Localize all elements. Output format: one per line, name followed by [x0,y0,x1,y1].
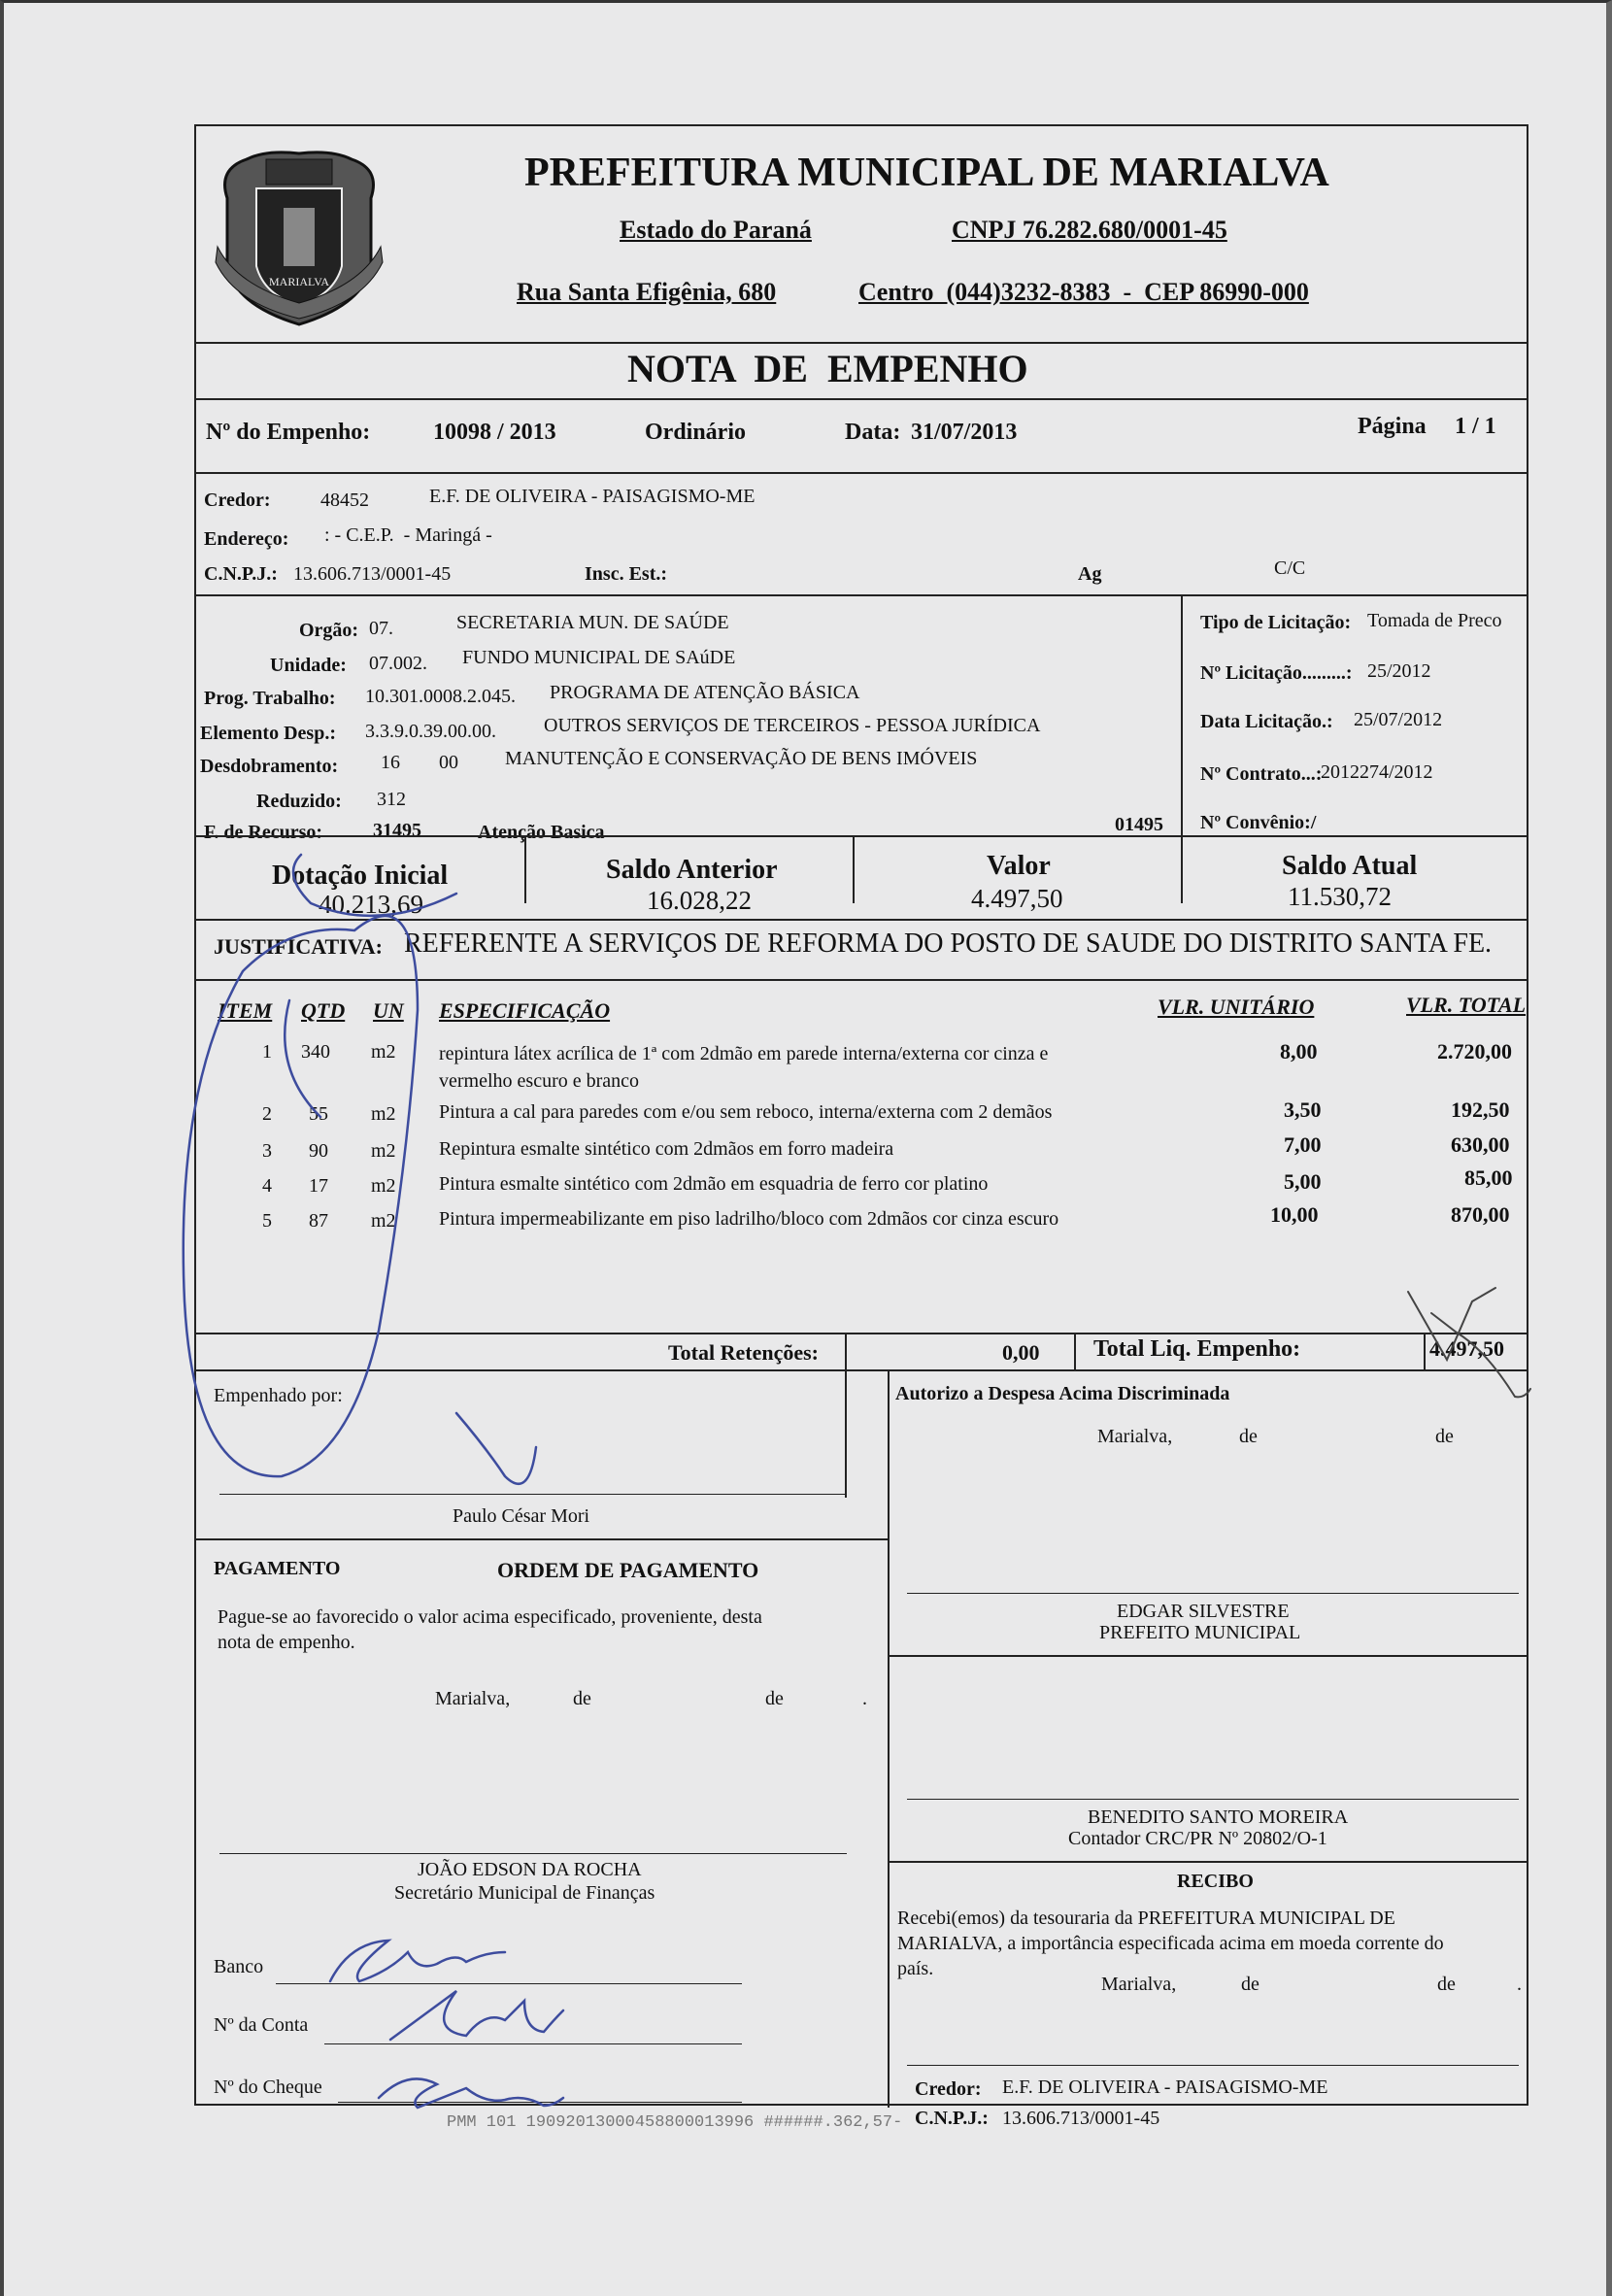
saldo-atual-value: 11.530,72 [1288,882,1392,911]
unidade-code: 07.002. [369,653,427,674]
item-qtd: 55 [309,1103,328,1125]
recurso-ref: 01495 [1115,814,1163,835]
empenho-date: 31/07/2013 [911,420,1018,445]
item-number: 5 [262,1210,272,1232]
document-title: NOTA DE EMPENHO [627,347,1028,390]
item-un: m2 [371,1041,396,1063]
recibo-credor-label: Credor: [915,2078,982,2100]
conta-label: Nº da Conta [214,2014,309,2036]
elemento-code: 3.3.9.0.39.00.00. [365,721,496,742]
saldo-atual-label: Saldo Atual [1282,851,1418,881]
item-especificacao: Pintura esmalte sintético com 2dmão em esquadria de ferro cor platino [439,1173,989,1195]
saldo-anterior-label: Saldo Anterior [606,855,778,885]
recibo-text-1: Recebi(emos) da tesouraria da PREFEITURA MUNICIPAL DE [897,1908,1395,1929]
pagamento-de-1: de [573,1688,591,1709]
contador-name: BENEDITO SANTO MOREIRA [1088,1806,1349,1828]
secretario-name: JOÃO EDSON DA ROCHA [418,1859,642,1880]
item-number: 3 [262,1140,272,1162]
recibo-cnpj-label: C.N.P.J.: [915,2108,989,2129]
autorizo-de-2: de [1435,1426,1454,1447]
recurso-label: F. de Recurso: [204,822,323,843]
item-especificacao: Pintura impermeabilizante em piso ladrilho/bloco com 2dmãos cor cinza escuro [439,1208,1059,1230]
account-label: C/C [1274,557,1306,579]
credor-label: Credor: [204,490,271,511]
col-un: UN [373,998,404,1023]
empenho-type: Ordinário [645,420,747,445]
item-vlr-unitario: 3,50 [1284,1097,1322,1122]
unidade-label: Unidade: [270,655,347,676]
item-vlr-unitario: 5,00 [1284,1169,1322,1194]
licitacao-numero-label: Nº Licitação.........: [1200,662,1353,684]
unidade-name: FUNDO MUNICIPAL DE SAúDE [462,647,736,668]
prefeito-name: EDGAR SILVESTRE [1117,1601,1290,1622]
page-number: 1 / 1 [1455,414,1496,439]
justificativa-label: JUSTIFICATIVA: [214,934,384,959]
prefeitura-address: Rua Santa Efigênia, 680 [517,278,777,306]
autorizo-de-1: de [1239,1426,1258,1447]
item-qtd: 90 [309,1140,328,1162]
orgao-name: SECRETARIA MUN. DE SAÚDE [456,612,729,633]
item-un: m2 [371,1103,396,1125]
item-un: m2 [371,1140,396,1162]
prog-name: PROGRAMA DE ATENÇÃO BÁSICA [550,682,860,703]
licitacao-data: 25/07/2012 [1354,709,1443,730]
recibo-de-2: de [1437,1974,1456,1995]
empenho-number-label: Nº do Empenho: [206,420,371,445]
item-number: 2 [262,1103,272,1125]
licitacao-data-label: Data Licitação.: [1200,711,1333,732]
item-especificacao: Repintura esmalte sintético com 2dmãos em forro madeira [439,1138,894,1160]
dotacao-inicial-label: Dotação Inicial [272,861,449,891]
contrato-label: Nº Contrato...: [1200,763,1323,785]
recibo-city: Marialva, [1101,1974,1177,1995]
item-un: m2 [371,1175,396,1197]
credor-cnpj-label: C.N.P.J.: [204,563,278,585]
elemento-label: Elemento Desp.: [200,723,336,744]
svg-text:MARIALVA: MARIALVA [268,275,330,288]
col-especificacao: ESPECIFICAÇÃO [439,998,611,1023]
retencoes-label: Total Retenções: [668,1340,819,1365]
item-vlr-total: 85,00 [1464,1165,1513,1190]
orgao-code: 07. [369,618,393,639]
recurso-code: 31495 [373,820,421,841]
state-name: Estado do Paraná [620,216,812,244]
item-qtd: 340 [301,1041,330,1063]
saldo-anterior-value: 16.028,22 [647,886,752,915]
reduzido-value: 312 [377,789,406,810]
elemento-name: OUTROS SERVIÇOS DE TERCEIROS - PESSOA JURÍDICA [544,715,1041,736]
item-vlr-total: 192,50 [1451,1097,1510,1122]
desdobramento-sub: 00 [439,752,458,773]
recibo-de-1: de [1241,1974,1259,1995]
secretario-role: Secretário Municipal de Finanças [394,1882,655,1904]
item-number: 4 [262,1175,272,1197]
item-qtd: 17 [309,1175,328,1197]
empenhado-name: Paulo César Mori [453,1505,590,1527]
col-item: ITEM [218,998,273,1023]
item-especificacao: Pintura a cal para paredes com e/ou sem reboco, interna/externa com 2 demãos [439,1101,1053,1123]
col-qtd: QTD [301,998,346,1023]
recurso-name: Atenção Basica [478,822,605,843]
reduzido-label: Reduzido: [256,791,342,812]
licitacao-tipo: Tomada de Preco [1367,610,1502,631]
recibo-dot: . [1517,1974,1522,1995]
insc-est-label: Insc. Est.: [585,563,668,585]
col-vlr-unitario: VLR. UNITÁRIO [1158,995,1315,1019]
credor-name: E.F. DE OLIVEIRA - PAISAGISMO-ME [429,486,756,507]
dotacao-inicial-value: 40.213,69 [319,890,423,919]
pagamento-text-2: nota de empenho. [218,1632,355,1653]
endereco-label: Endereço: [204,528,289,550]
page-label: Página [1358,414,1427,439]
autorizo-label: Autorizo a Despesa Acima Discriminada [895,1383,1230,1404]
desdobramento-code: 16 [381,752,400,773]
item-un: m2 [371,1210,396,1232]
recibo-text-3: país. [897,1958,934,1979]
pagamento-city: Marialva, [435,1688,511,1709]
autorizo-city: Marialva, [1097,1426,1173,1447]
pagamento-de-2: de [765,1688,784,1709]
prog-code: 10.301.0008.2.045. [365,686,516,707]
col-vlr-total: VLR. TOTAL [1406,993,1527,1017]
recibo-cnpj: 13.606.713/0001-45 [1002,2108,1160,2129]
pagamento-label: PAGAMENTO [214,1558,341,1579]
recibo-label: RECIBO [1177,1871,1254,1892]
item-especificacao-cont: vermelho escuro e branco [439,1070,640,1092]
contrato-value: 2012274/2012 [1321,761,1433,783]
liquido-label: Total Liq. Empenho: [1093,1336,1301,1362]
valor-label: Valor [987,851,1051,881]
item-vlr-unitario: 10,00 [1270,1202,1319,1227]
item-number: 1 [262,1041,272,1063]
liquido-value: 4.497,50 [1429,1336,1504,1361]
item-especificacao: repintura látex acrílica de 1ª com 2dmão em parede interna/externa cor cinza e [439,1043,1049,1064]
ordem-pagamento-label: ORDEM DE PAGAMENTO [497,1558,759,1582]
item-vlr-total: 630,00 [1451,1132,1510,1157]
contador-role: Contador CRC/PR Nº 20802/O-1 [1068,1828,1327,1849]
credor-code: 48452 [320,490,369,511]
prefeito-role: PREFEITO MUNICIPAL [1099,1622,1301,1643]
desdobramento-label: Desdobramento: [200,756,339,777]
prog-label: Prog. Trabalho: [204,688,336,709]
valor-value: 4.497,50 [971,884,1063,913]
justificativa-text: REFERENTE A SERVIÇOS DE REFORMA DO POSTO DE SAUDE DO DISTRITO SANTA FE. [404,929,1493,959]
recibo-text-2: MARIALVA, a importância especificada acima em moeda corrente do [897,1933,1444,1954]
footer-code: PMM 101 19092013000458800013996 ######.362,57- [447,2113,903,2132]
coat-of-arms-icon [208,140,390,332]
licitacao-numero: 25/2012 [1367,660,1431,682]
retencoes-value: 0,00 [1002,1340,1040,1365]
item-vlr-total: 2.720,00 [1437,1039,1512,1064]
pagamento-text-1: Pague-se ao favorecido o valor acima especificado, proveniente, desta [218,1606,762,1628]
item-vlr-unitario: 8,00 [1280,1039,1318,1064]
recibo-credor: E.F. DE OLIVEIRA - PAISAGISMO-ME [1002,2077,1328,2098]
empenhado-label: Empenhado por: [214,1385,343,1406]
empenho-number: 10098 / 2013 [433,420,556,445]
pagamento-dot: . [862,1688,867,1709]
banco-label: Banco [214,1956,264,1977]
prefeitura-title: PREFEITURA MUNICIPAL DE MARIALVA [524,151,1329,195]
licitacao-tipo-label: Tipo de Licitação: [1200,612,1352,633]
prefeitura-cnpj: CNPJ 76.282.680/0001-45 [952,216,1227,244]
item-vlr-total: 870,00 [1451,1202,1510,1227]
prefeitura-contact: Centro (044)3232-8383 - CEP 86990-000 [858,278,1309,306]
convenio-label: Nº Convênio:/ [1200,812,1317,833]
item-qtd: 87 [309,1210,328,1232]
agency-label: Ag [1078,563,1102,585]
orgao-label: Orgão: [299,620,359,641]
item-vlr-unitario: 7,00 [1284,1132,1322,1157]
endereco-value: : - C.E.P. - Maringá - [324,524,492,546]
desdobramento-name: MANUTENÇÃO E CONSERVAÇÃO DE BENS IMÓVEIS [505,748,978,769]
empenho-date-label: Data: [845,420,901,445]
cheque-label: Nº do Cheque [214,2077,322,2098]
credor-cnpj: 13.606.713/0001-45 [293,563,452,585]
